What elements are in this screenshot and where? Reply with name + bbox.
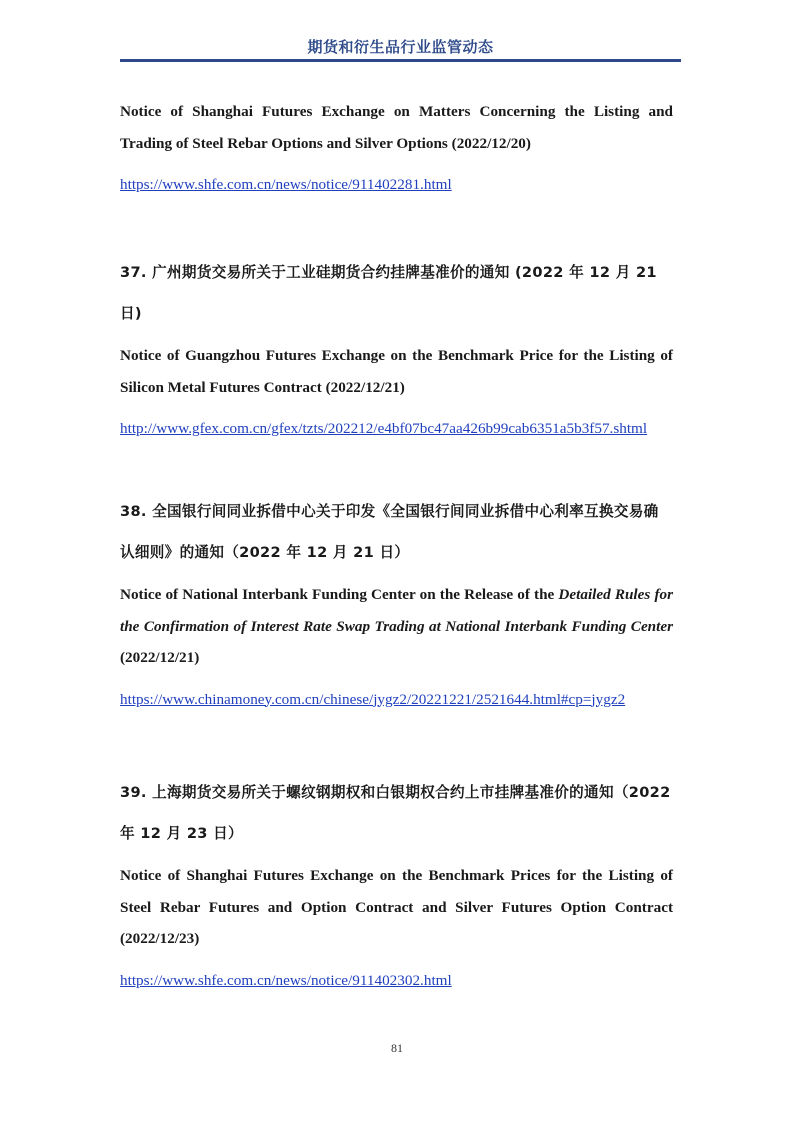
notice-entry-37: [120, 253, 673, 444]
header-divider: [120, 59, 681, 62]
entry-chinese-title: 39. 上海期货交易所关于螺纹钢期权和白银期权合约上市挂牌基准价的通知（2022 年 12 月 23 日）: [120, 784, 671, 842]
title-prefix: Notice of National Interbank Funding Center on the Release of the: [120, 586, 559, 603]
notice-entry-38: [120, 492, 673, 715]
page-header-title: 期货和衍生品行业监管动态: [307, 38, 494, 56]
notice-entry-36: [120, 96, 673, 200]
entry-link[interactable]: https://www.shfe.com.cn/news/notice/911402281.html: [120, 176, 452, 193]
entry-link[interactable]: https://www.shfe.com.cn/news/notice/911402302.html: [120, 971, 452, 989]
entry-chinese-title: 37. 广州期货交易所关于工业硅期货合约挂牌基准价的通知 (2022 年 12 月 21 日): [120, 264, 657, 322]
entry-link[interactable]: http://www.gfex.com.cn/gfex/tzts/202212/e4bf07bc47aa426b99cab6351a5b3f57.shtml: [120, 420, 648, 437]
entry-english-title: Notice of Guangzhou Futures Exchange on the Benchmark Price for the Listing of Silicon Metal Futures Contract (2022/12/21): [120, 347, 673, 396]
entry-chinese-title: 38. 全国银行间同业拆借中心关于印发《全国银行间同业拆借中心利率互换交易确认细则》的通知（2022 年 12 月 21 日）: [120, 503, 659, 561]
notice-entry-39: [120, 773, 673, 996]
page-number: 81: [391, 1041, 403, 1055]
entry-link[interactable]: https://www.chinamoney.com.cn/chinese/jygz2/20221221/2521644.html#cp=jygz2: [120, 690, 626, 708]
entry-english-title: Notice of Shanghai Futures Exchange on Matters Concerning the Listing and Trading of Steel Rebar Options and Silver Options (2022/12/20): [120, 103, 673, 152]
title-italic-document-name: Detailed Rules for the Confirmation of Interest Rate Swap Trading at National Interbank Funding Center: [120, 586, 674, 635]
title-suffix: (2022/12/21): [120, 649, 200, 666]
entry-english-title: [120, 579, 673, 674]
entry-english-title: Notice of Shanghai Futures Exchange on the Benchmark Prices for the Listing of Steel Rebar Futures and Option Contract and Silver Futures Option Contract (2022/12/23): [120, 867, 673, 947]
